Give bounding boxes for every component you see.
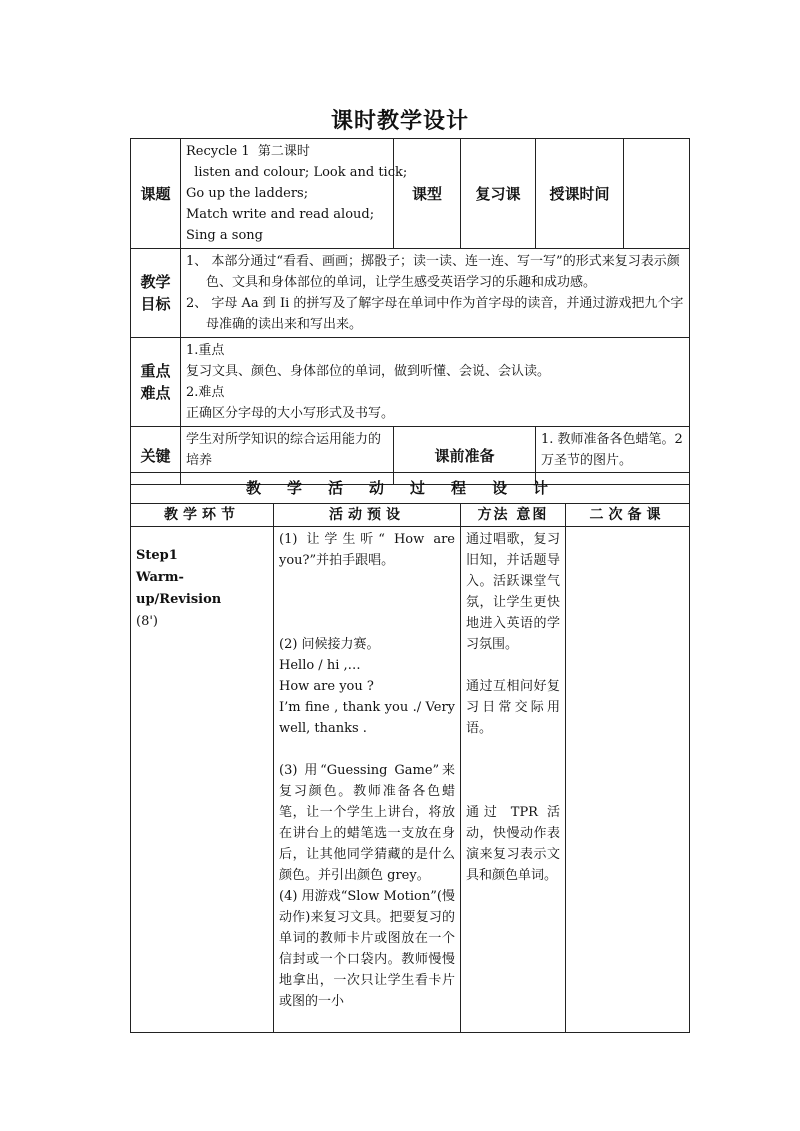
- banner-row: [131, 473, 690, 504]
- key-points-label: 重点难点: [131, 338, 181, 427]
- activity-item: Hello / hi ,…: [279, 658, 361, 673]
- method-item: 通过互相问好复习日常交际用语。: [466, 679, 560, 736]
- topic-line: Go up the ladders;: [186, 186, 309, 201]
- topic-line: listen and colour; Look and tick;: [186, 165, 408, 180]
- step-name: Step1: [136, 548, 178, 563]
- activity-item: (3) 用“Guessing Game”来复习颜色。教师准备各色蜡笔，让一个学生上讲台，将放在讲台上的蜡笔选一支放在身后，让其他同学猜藏的是什么颜色。并引出颜色 grey。: [279, 763, 455, 883]
- topic-cell: [181, 139, 408, 249]
- col-method-header: 方法 意图: [461, 504, 566, 527]
- topic-line: Sing a song: [186, 228, 263, 243]
- process-banner: 教学活动过程设计: [131, 473, 690, 504]
- column-header-row: [131, 504, 690, 527]
- step-subtitle: Warm-up/Revision: [136, 570, 222, 607]
- key-points-cell: [181, 338, 690, 427]
- time-value: [624, 139, 690, 249]
- activity-item: (1) 让学生听“ How are you?”并拍手跟唱。: [279, 532, 455, 568]
- topic-line: Recycle 1 第二课时: [186, 144, 310, 159]
- step-time: (8'): [136, 614, 158, 629]
- activity-item: I’m fine , thank you ./ Very well, thanks .: [279, 700, 455, 736]
- crux-label: 关键: [131, 427, 181, 485]
- key-line: 复习文具、颜色、身体部位的单词，做到听懂、会说、会认读。: [186, 364, 551, 379]
- method-item: 通过 TPR 活动，快慢动作表演来复习表示文具和颜色单词。: [466, 805, 560, 883]
- activity-item: (4) 用游戏“Slow Motion”(慢动作)来复习文具。把要复习的单词的教师卡片或图放在一个信封或一个口袋内。教师慢慢地拿出，一次只让学生看卡片或图的一小: [279, 889, 455, 1009]
- goal-item: 1、 本部分通过“看看、画画；掷骰子；读一读、连一连、写一写”的形式来复习表示颜色、文具和身体部位的单词，让学生感受英语学习的乐趣和成功感。: [186, 254, 680, 290]
- type-value: 复习课: [461, 139, 536, 249]
- activity-item: (2) 问候接力赛。: [279, 637, 380, 652]
- key-line: 1.重点: [186, 343, 225, 358]
- key-points-row: [131, 338, 690, 427]
- step1-method-cell: [461, 527, 566, 1033]
- page-title: 课时教学设计: [330, 108, 469, 134]
- goals-cell: [181, 249, 690, 338]
- step1-notes-cell: [566, 527, 690, 1033]
- crux-value: 学生对所学知识的综合运用能力的培养: [181, 427, 394, 485]
- process-table: [130, 472, 690, 1033]
- step1-row: [131, 527, 690, 1033]
- prep-value: 1. 教师准备各色蜡笔。2 万圣节的图片。: [536, 427, 690, 485]
- step1-stage-cell: [131, 527, 274, 1033]
- time-label: 授课时间: [536, 139, 624, 249]
- goals-row: [131, 249, 690, 338]
- col-stage-header: 教学环节: [131, 504, 274, 527]
- activity-item: How are you ?: [279, 679, 374, 694]
- col-activity-header: 活动预设: [274, 504, 461, 527]
- topic-label: 课题: [131, 139, 181, 249]
- method-item: 通过唱歌，复习旧知，并话题导入。活跃课堂气氛，让学生更快地进入英语的学习氛围。: [466, 532, 560, 652]
- col-notes-header: 二次备课: [566, 504, 690, 527]
- goals-label: 教学目标: [131, 249, 181, 338]
- topic-line: Match write and read aloud;: [186, 207, 375, 222]
- prep-label: 课前准备: [394, 427, 536, 485]
- key-line: 正确区分字母的大小写形式及书写。: [186, 406, 395, 421]
- key-line: 2.难点: [186, 385, 225, 400]
- topic-row: [131, 139, 690, 249]
- step1-activity-cell: [274, 527, 461, 1033]
- goal-item: 2、 字母 Aa 到 Ii 的拼写及了解字母在单词中作为首字母的读音，并通过游戏把九个字母准确的读出来和写出来。: [186, 296, 684, 332]
- lesson-info-table: [130, 138, 690, 485]
- type-label: 课型: [394, 139, 461, 249]
